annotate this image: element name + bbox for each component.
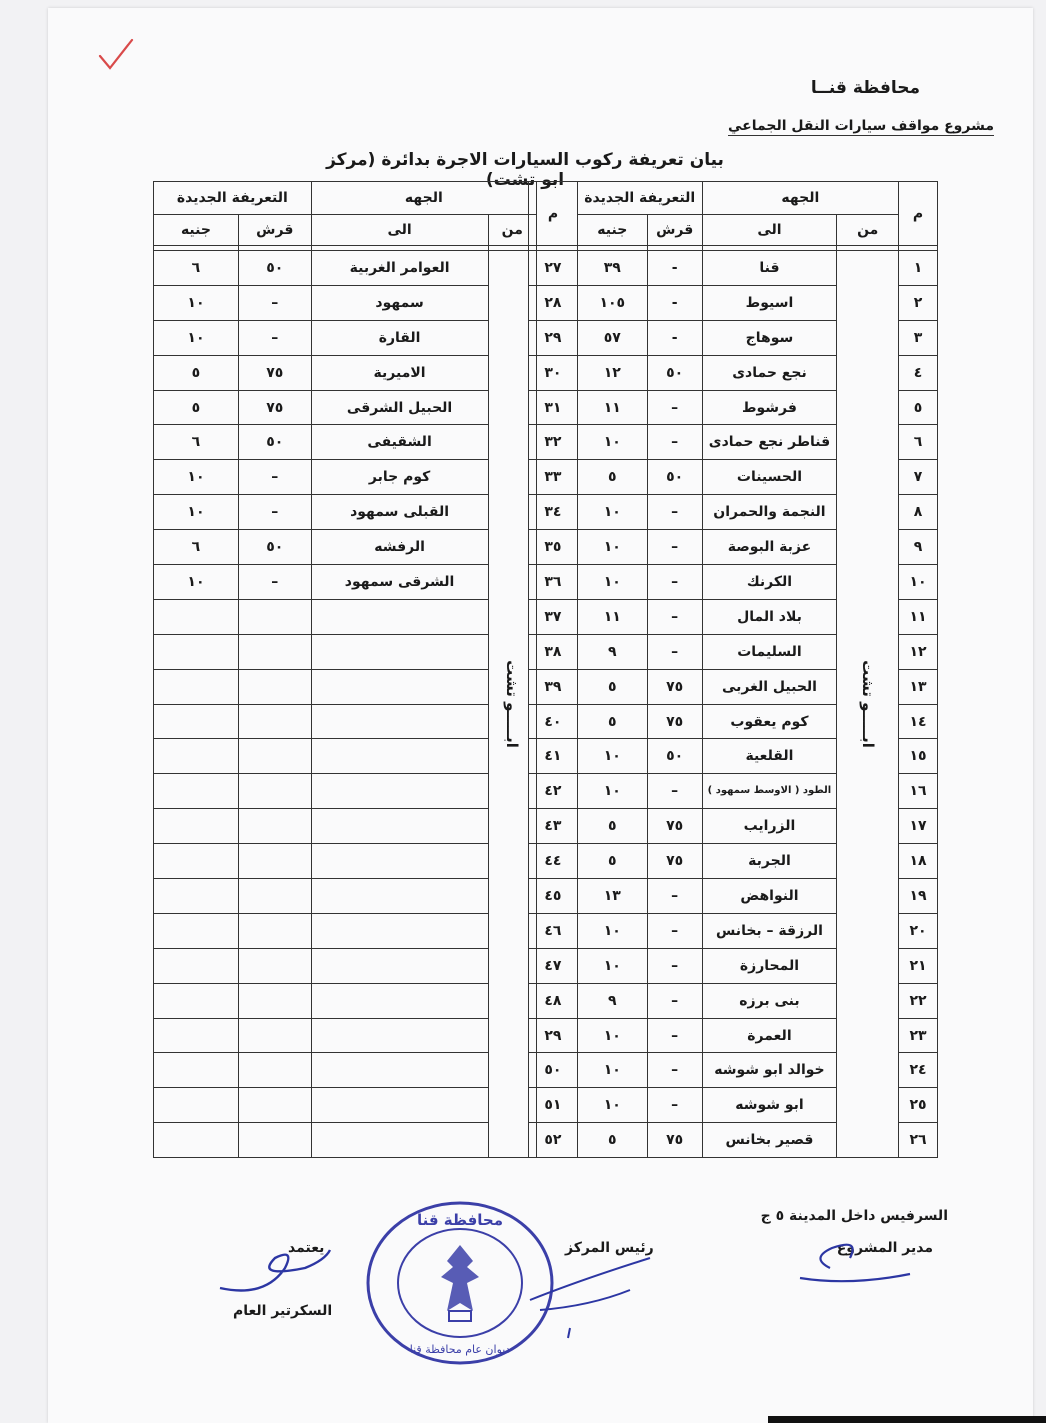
row-number: ١٦ xyxy=(899,774,938,809)
pound-cell: ١٠ xyxy=(577,1053,647,1088)
pound-cell: ١١ xyxy=(577,390,647,425)
destination-cell: فرشوط xyxy=(702,390,837,425)
table-row xyxy=(154,879,537,914)
qirsh-cell: ٥٠ xyxy=(647,355,702,390)
destination-cell: نجع حمادى xyxy=(702,355,837,390)
destination-cell xyxy=(311,983,488,1018)
pound-cell xyxy=(154,599,239,634)
row-number: ٤١ xyxy=(529,739,578,774)
destination-cell: الجربة xyxy=(702,844,837,879)
pound-cell: ١٠٥ xyxy=(577,285,647,320)
row-number: ٢٧ xyxy=(529,251,578,286)
destination-cell: قنا xyxy=(702,251,837,286)
destination-cell xyxy=(311,1018,488,1053)
pound-cell: ١٠ xyxy=(577,1088,647,1123)
qirsh-cell: ٥٠ xyxy=(647,460,702,495)
row-number: ١٨ xyxy=(899,844,938,879)
destination-cell: كوم جابر xyxy=(311,460,488,495)
destination-cell: خوالد ابو شوشه xyxy=(702,1053,837,1088)
pound-cell: ١٠ xyxy=(577,565,647,600)
pound-cell xyxy=(154,948,239,983)
row-number: ٥٢ xyxy=(529,1123,578,1158)
pound-cell: ١٠ xyxy=(154,320,239,355)
qirsh-cell xyxy=(238,879,311,914)
destination-cell xyxy=(311,599,488,634)
col-from-header: من xyxy=(488,215,537,246)
pound-cell xyxy=(154,739,239,774)
destination-cell: الاميرية xyxy=(311,355,488,390)
table-row xyxy=(154,774,537,809)
table-row xyxy=(529,251,938,286)
qirsh-cell xyxy=(238,1018,311,1053)
table-row xyxy=(154,599,537,634)
destination-cell: النجمة والحمران xyxy=(702,495,837,530)
destination-cell: بنى برزه xyxy=(702,983,837,1018)
row-number: ٣٣ xyxy=(529,460,578,495)
row-number: ٢٠ xyxy=(899,913,938,948)
seal-bottom-text: ديوان عام محافظة قنا xyxy=(409,1343,511,1356)
qirsh-cell xyxy=(238,739,311,774)
row-number: ١٢ xyxy=(899,634,938,669)
destination-cell xyxy=(311,739,488,774)
pound-cell: ٦ xyxy=(154,251,239,286)
row-number: ٣٤ xyxy=(529,495,578,530)
qirsh-cell xyxy=(238,669,311,704)
row-number: ١٠ xyxy=(899,565,938,600)
table-row xyxy=(154,669,537,704)
col-pound-header: جنيه xyxy=(577,215,647,246)
col-direction-header: الجهه xyxy=(311,182,536,215)
row-number: ٤٢ xyxy=(529,774,578,809)
row-number: ٢٦ xyxy=(899,1123,938,1158)
row-number: ٤٧ xyxy=(529,948,578,983)
row-number: ٢٤ xyxy=(899,1053,938,1088)
pound-cell xyxy=(154,913,239,948)
approve-label: يعتمد xyxy=(288,1240,325,1256)
destination-cell: القلعية xyxy=(702,739,837,774)
checkmark-icon xyxy=(96,36,136,76)
table-row xyxy=(154,251,537,286)
qirsh-cell: – xyxy=(647,1053,702,1088)
pound-cell: ٣٩ xyxy=(577,251,647,286)
destination-cell xyxy=(311,809,488,844)
qirsh-cell xyxy=(238,913,311,948)
row-number: ٣٨ xyxy=(529,634,578,669)
image-edge-bar xyxy=(768,1416,1046,1423)
qirsh-cell xyxy=(238,1053,311,1088)
table-row xyxy=(154,460,537,495)
qirsh-cell: – xyxy=(238,285,311,320)
pound-cell xyxy=(154,669,239,704)
row-number: ٢٥ xyxy=(899,1088,938,1123)
pound-cell: ١٣ xyxy=(577,879,647,914)
pound-cell: ١٠ xyxy=(154,565,239,600)
destination-cell xyxy=(311,1088,488,1123)
table-row xyxy=(154,913,537,948)
service-note: السرفيس داخل المدينة ٥ ج xyxy=(760,1208,948,1224)
fare-table-left xyxy=(153,181,537,1158)
row-number: ٢٣ xyxy=(899,1018,938,1053)
qirsh-cell xyxy=(238,634,311,669)
pound-cell xyxy=(154,1088,239,1123)
qirsh-cell: – xyxy=(647,879,702,914)
qirsh-cell: – xyxy=(647,1088,702,1123)
qirsh-cell xyxy=(238,599,311,634)
qirsh-cell xyxy=(238,774,311,809)
pound-cell: ٩ xyxy=(577,634,647,669)
destination-cell: الطود ( الاوسط سمهود ) xyxy=(702,774,837,809)
row-number: ٣١ xyxy=(529,390,578,425)
pound-cell: ١٠ xyxy=(154,285,239,320)
table-row xyxy=(154,425,537,460)
qirsh-cell: – xyxy=(238,320,311,355)
destination-cell xyxy=(311,634,488,669)
from-cell xyxy=(488,251,537,1158)
row-number: ١٧ xyxy=(899,809,938,844)
table-row xyxy=(154,809,537,844)
col-to-header: الى xyxy=(311,215,488,246)
table-row xyxy=(154,948,537,983)
destination-cell: الرفشه xyxy=(311,530,488,565)
pound-cell: ١٠ xyxy=(577,425,647,460)
center-head-signature-icon xyxy=(520,1250,660,1340)
row-number: ٤ xyxy=(899,355,938,390)
qirsh-cell: ٥٠ xyxy=(238,425,311,460)
pound-cell: ١٠ xyxy=(577,913,647,948)
qirsh-cell: – xyxy=(647,913,702,948)
qirsh-cell: – xyxy=(238,460,311,495)
pound-cell xyxy=(154,1123,239,1158)
row-number: ٦ xyxy=(899,425,938,460)
from-cell xyxy=(837,251,899,1158)
qirsh-cell: - xyxy=(647,320,702,355)
qirsh-cell: – xyxy=(647,565,702,600)
secretary-signature-icon xyxy=(215,1238,335,1308)
qirsh-cell: ٧٥ xyxy=(647,1123,702,1158)
pound-cell: ٩ xyxy=(577,983,647,1018)
col-qirsh-header: قرش xyxy=(238,215,311,246)
pound-cell: ١٠ xyxy=(154,495,239,530)
destination-cell: سوهاج xyxy=(702,320,837,355)
qirsh-cell: ٥٠ xyxy=(238,530,311,565)
qirsh-cell: – xyxy=(647,599,702,634)
row-number: ٢٩ xyxy=(529,320,578,355)
pound-cell xyxy=(154,1018,239,1053)
col-pound-header: جنيه xyxy=(154,215,239,246)
pound-cell: ٥ xyxy=(577,704,647,739)
row-number: ٤٦ xyxy=(529,913,578,948)
table-row xyxy=(154,704,537,739)
row-number: ١٤ xyxy=(899,704,938,739)
qirsh-cell: ٧٥ xyxy=(647,704,702,739)
destination-cell: قناطر نجع حمادى xyxy=(702,425,837,460)
destination-cell: كوم يعقوب xyxy=(702,704,837,739)
destination-cell: السليمات xyxy=(702,634,837,669)
qirsh-cell: ٧٥ xyxy=(647,809,702,844)
qirsh-cell xyxy=(238,1088,311,1123)
row-number: ٤٥ xyxy=(529,879,578,914)
qirsh-cell: – xyxy=(647,495,702,530)
table-row xyxy=(154,1088,537,1123)
row-number: ٢١ xyxy=(899,948,938,983)
governorate-title: محافظة قنــا xyxy=(810,78,920,98)
row-number: ١١ xyxy=(899,599,938,634)
destination-cell xyxy=(311,913,488,948)
pound-cell: ٥ xyxy=(154,355,239,390)
table-row xyxy=(154,1123,537,1158)
qirsh-cell xyxy=(238,809,311,844)
table-row xyxy=(154,844,537,879)
row-number: ٥ xyxy=(899,390,938,425)
table-row xyxy=(154,565,537,600)
pound-cell xyxy=(154,704,239,739)
pound-cell: ٥ xyxy=(577,844,647,879)
row-number: ١٣ xyxy=(899,669,938,704)
row-number: ٣٦ xyxy=(529,565,578,600)
pound-cell: ١٠ xyxy=(577,774,647,809)
table-row xyxy=(154,983,537,1018)
row-number: ٥١ xyxy=(529,1088,578,1123)
row-number: ٢٩ xyxy=(529,1018,578,1053)
pound-cell xyxy=(154,1053,239,1088)
col-fare-header: التعريفة الجديدة xyxy=(577,182,702,215)
qirsh-cell xyxy=(238,983,311,1018)
qirsh-cell: – xyxy=(647,530,702,565)
col-from-header: من xyxy=(837,215,899,246)
qirsh-cell xyxy=(238,948,311,983)
destination-cell: ابو شوشه xyxy=(702,1088,837,1123)
pound-cell: ١٠ xyxy=(577,495,647,530)
destination-cell: الكرنك xyxy=(702,565,837,600)
col-direction-header: الجهه xyxy=(702,182,898,215)
from-label: ابـــــو تشت xyxy=(503,660,522,748)
qirsh-cell: ٥٠ xyxy=(238,251,311,286)
row-number: ٤٤ xyxy=(529,844,578,879)
destination-cell: النواهض xyxy=(702,879,837,914)
destination-cell: اسيوط xyxy=(702,285,837,320)
pound-cell: ١٢ xyxy=(577,355,647,390)
destination-cell xyxy=(311,948,488,983)
pound-cell: ٥ xyxy=(154,390,239,425)
destination-cell: العوامر الغربية xyxy=(311,251,488,286)
table-row xyxy=(154,634,537,669)
qirsh-cell: ٧٥ xyxy=(647,844,702,879)
destination-cell: بلاد المال xyxy=(702,599,837,634)
destination-cell: الرزقة – بخانس xyxy=(702,913,837,948)
qirsh-cell: – xyxy=(647,425,702,460)
qirsh-cell: – xyxy=(647,390,702,425)
destination-cell xyxy=(311,774,488,809)
destination-cell: الحبيل الغربى xyxy=(702,669,837,704)
table-row xyxy=(154,390,537,425)
project-manager-label: مدير المشروع xyxy=(836,1240,933,1256)
qirsh-cell: ٥٠ xyxy=(647,739,702,774)
pound-cell: ٥٧ xyxy=(577,320,647,355)
project-manager-signature-icon xyxy=(790,1228,930,1288)
destination-cell xyxy=(311,844,488,879)
row-number: ٤٣ xyxy=(529,809,578,844)
table-row xyxy=(154,739,537,774)
destination-cell xyxy=(311,1123,488,1158)
row-number: ٣٩ xyxy=(529,669,578,704)
row-number: ١٩ xyxy=(899,879,938,914)
pound-cell: ٥ xyxy=(577,460,647,495)
row-number: ٨ xyxy=(899,495,938,530)
table-row xyxy=(154,530,537,565)
pound-cell xyxy=(154,879,239,914)
destination-cell: الشرقى سمهود xyxy=(311,565,488,600)
seal-top-text: محافظة قنا xyxy=(416,1211,504,1229)
fare-table-right xyxy=(528,181,938,1158)
pound-cell: ١٠ xyxy=(577,1018,647,1053)
col-fare-header: التعريفة الجديدة xyxy=(154,182,312,215)
destination-cell: القبلى سمهود xyxy=(311,495,488,530)
table-row xyxy=(154,495,537,530)
destination-cell: قصير بخانس xyxy=(702,1123,837,1158)
row-number: ٣ xyxy=(899,320,938,355)
row-number: ٢٨ xyxy=(529,285,578,320)
table-row xyxy=(154,355,537,390)
table-row xyxy=(154,320,537,355)
qirsh-cell: ٧٥ xyxy=(238,355,311,390)
pound-cell: ٥ xyxy=(577,669,647,704)
pound-cell: ٦ xyxy=(154,425,239,460)
destination-cell: سمهود xyxy=(311,285,488,320)
destination-cell xyxy=(311,879,488,914)
qirsh-cell: – xyxy=(238,565,311,600)
destination-cell: الزرايب xyxy=(702,809,837,844)
destination-cell: الشقيفى xyxy=(311,425,488,460)
qirsh-cell: ٧٥ xyxy=(238,390,311,425)
table-row xyxy=(154,1018,537,1053)
destination-cell xyxy=(311,1053,488,1088)
from-label: ابـــــو تشت xyxy=(858,660,877,748)
pound-cell xyxy=(154,844,239,879)
row-number: ٢ xyxy=(899,285,938,320)
row-number: ٤٠ xyxy=(529,704,578,739)
qirsh-cell: – xyxy=(647,634,702,669)
destination-cell: الحسينات xyxy=(702,460,837,495)
col-num-header: م xyxy=(899,182,938,246)
row-number: ٧ xyxy=(899,460,938,495)
pound-cell: ٥ xyxy=(577,1123,647,1158)
destination-cell: القارة xyxy=(311,320,488,355)
project-title: مشروع مواقف سيارات النقل الجماعي xyxy=(728,118,994,134)
row-number: ٣٠ xyxy=(529,355,578,390)
destination-cell xyxy=(311,704,488,739)
col-num-header: م xyxy=(529,182,578,246)
secretary-label: السكرتير العام xyxy=(233,1303,333,1319)
qirsh-cell: – xyxy=(647,983,702,1018)
row-number: ٥٠ xyxy=(529,1053,578,1088)
qirsh-cell: ٧٥ xyxy=(647,669,702,704)
qirsh-cell: – xyxy=(647,774,702,809)
title-text: بيان تعريفة ركوب السيارات الاجرة بدائرة xyxy=(381,150,724,170)
pound-cell: ١٠ xyxy=(577,530,647,565)
row-number: ٣٢ xyxy=(529,425,578,460)
table-row xyxy=(154,285,537,320)
qirsh-cell: – xyxy=(238,495,311,530)
qirsh-cell: - xyxy=(647,285,702,320)
pound-cell: ١١ xyxy=(577,599,647,634)
pound-cell xyxy=(154,809,239,844)
row-number: ٣٧ xyxy=(529,599,578,634)
col-qirsh-header: قرش xyxy=(647,215,702,246)
pound-cell xyxy=(154,634,239,669)
row-number: ٢٢ xyxy=(899,983,938,1018)
qirsh-cell xyxy=(238,844,311,879)
destination-cell xyxy=(311,669,488,704)
row-number: ١٥ xyxy=(899,739,938,774)
destination-cell: العمرة xyxy=(702,1018,837,1053)
col-to-header: الى xyxy=(702,215,837,246)
qirsh-cell xyxy=(238,704,311,739)
row-number: ٤٨ xyxy=(529,983,578,1018)
pound-cell xyxy=(154,774,239,809)
row-number: ٣٥ xyxy=(529,530,578,565)
table-row xyxy=(154,1053,537,1088)
pound-cell: ١٠ xyxy=(577,948,647,983)
pound-cell xyxy=(154,983,239,1018)
qirsh-cell: - xyxy=(647,251,702,286)
qirsh-cell xyxy=(238,1123,311,1158)
center-head-label: رئيس المركز xyxy=(565,1240,654,1256)
pound-cell: ١٠ xyxy=(154,460,239,495)
qirsh-cell: – xyxy=(647,1018,702,1053)
row-number: ١ xyxy=(899,251,938,286)
destination-cell: المحارزة xyxy=(702,948,837,983)
destination-cell: الحبيل الشرقى xyxy=(311,390,488,425)
qirsh-cell: – xyxy=(647,948,702,983)
pound-cell: ٦ xyxy=(154,530,239,565)
title-center: (مركز ابو تشت) xyxy=(326,150,565,190)
pound-cell: ٥ xyxy=(577,809,647,844)
row-number: ٩ xyxy=(899,530,938,565)
pound-cell: ١٠ xyxy=(577,739,647,774)
destination-cell: عزبة البوصة xyxy=(702,530,837,565)
